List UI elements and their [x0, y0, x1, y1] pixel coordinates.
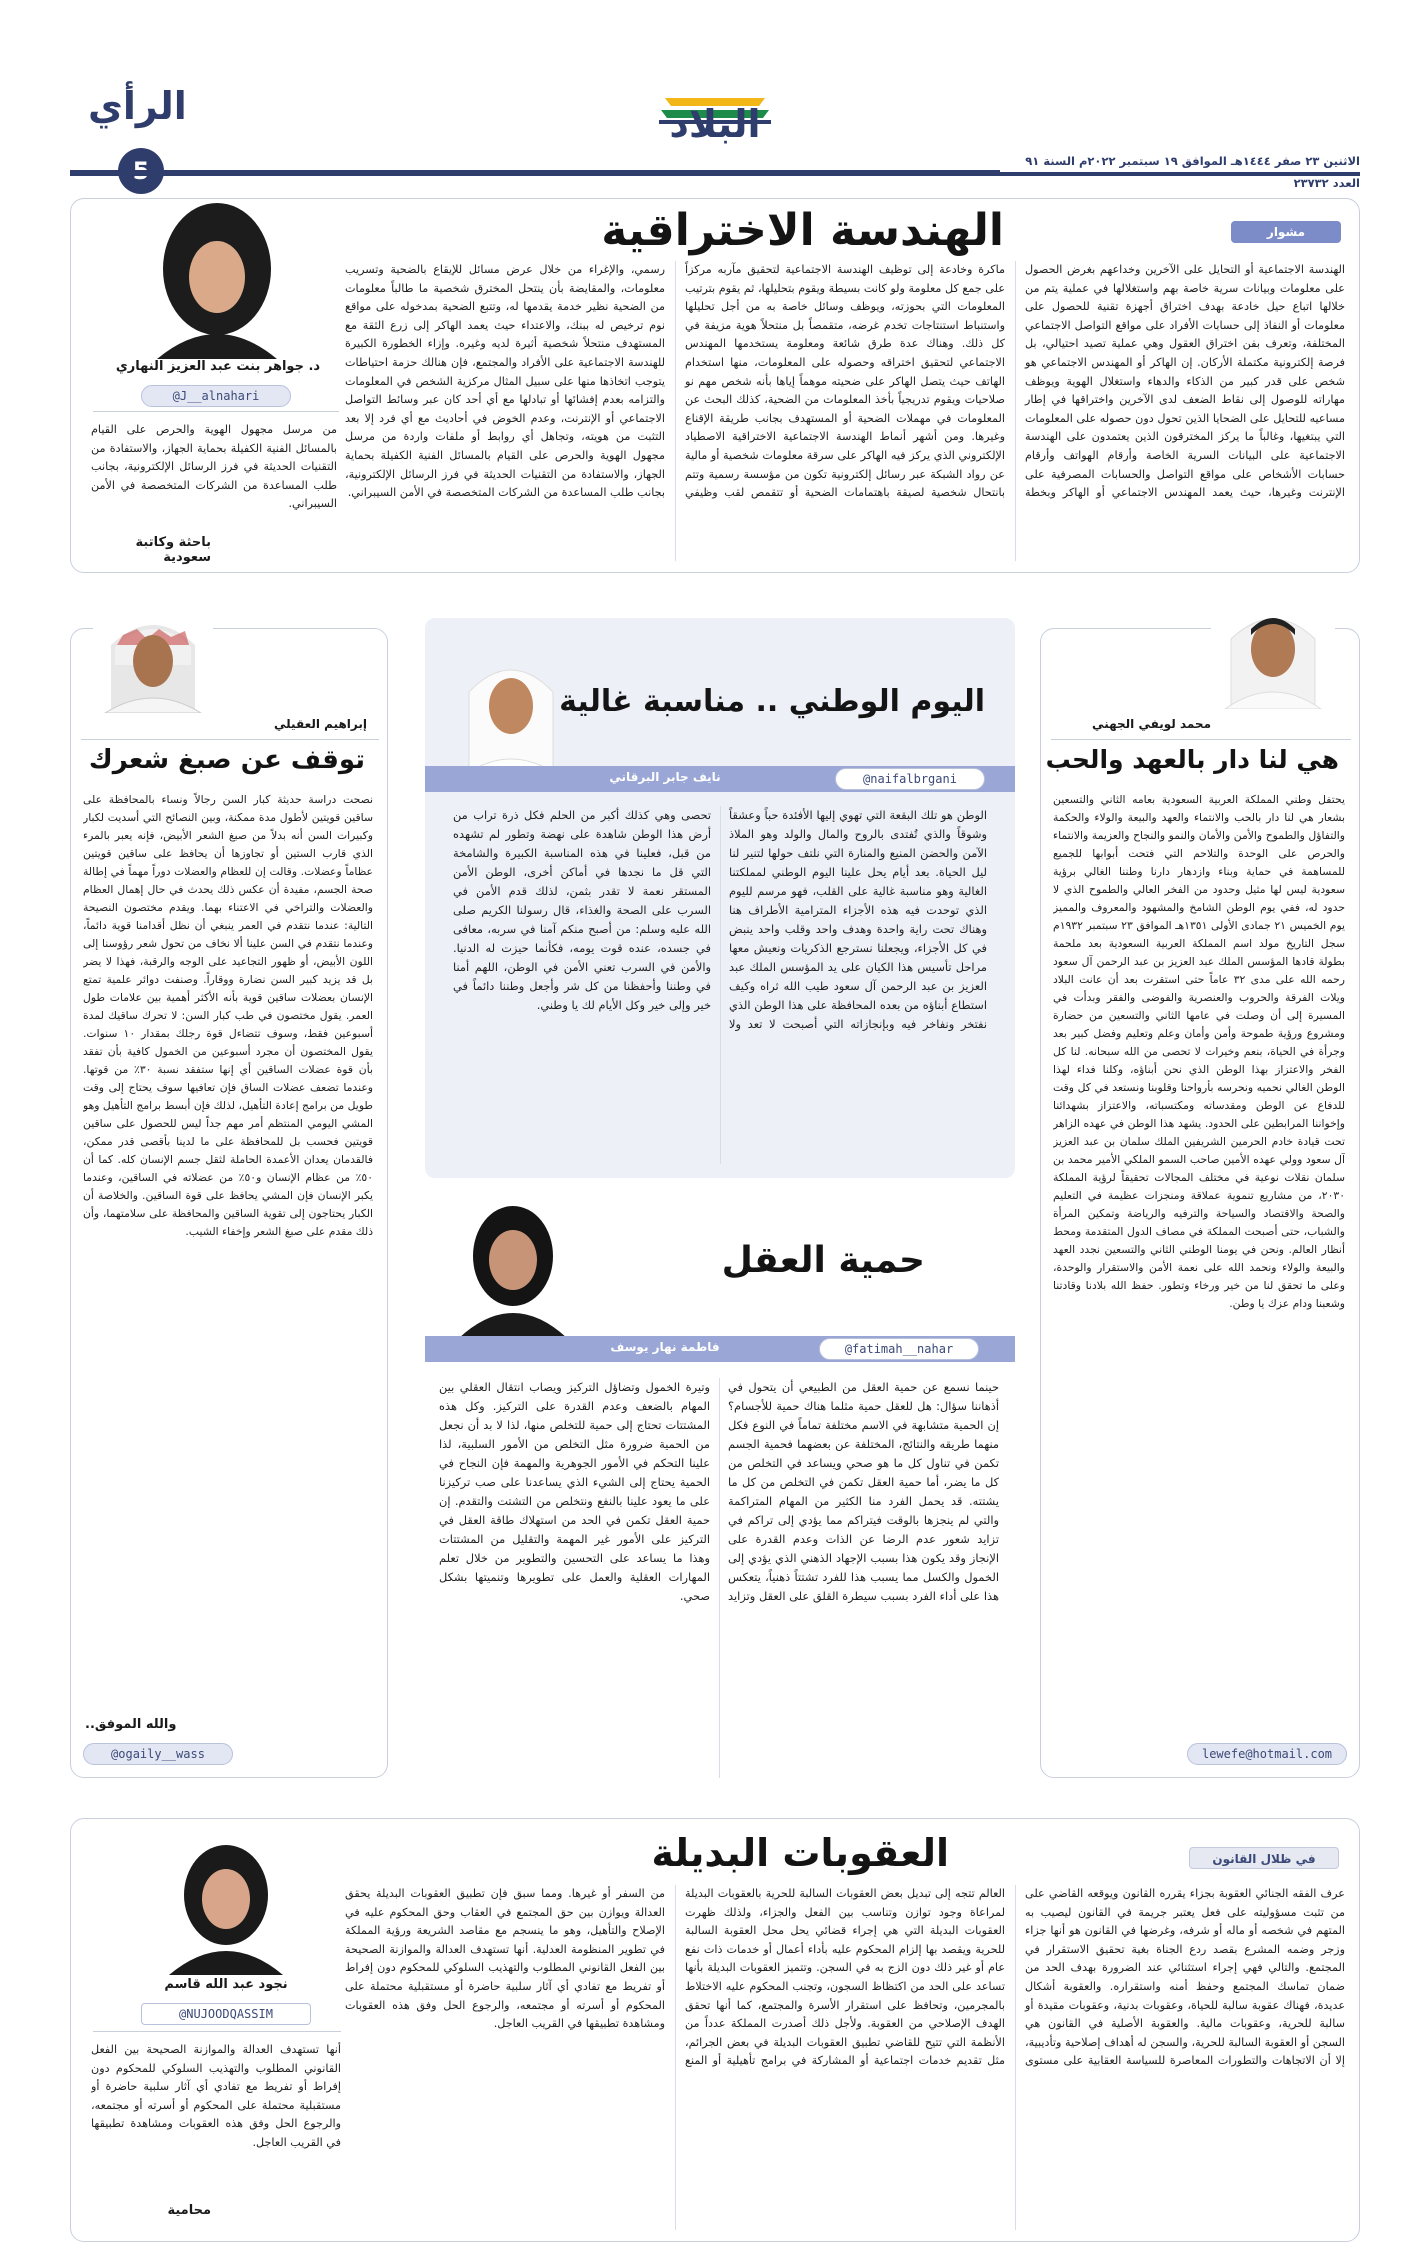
top-article: [70, 198, 1360, 573]
closing-line: والله الموفق..: [85, 1717, 177, 1732]
author-handle: @ogaily__wass: [83, 1743, 233, 1765]
article-title: العقوبات البديلة: [651, 1831, 949, 1875]
logo-text: البلاد: [669, 102, 761, 146]
author-role: باحثة وكاتبة سعودية: [135, 535, 211, 565]
author-email: lewefe@hotmail.com: [1187, 1743, 1347, 1765]
author-divider: [93, 411, 339, 412]
article-body: الهندسة الاجتماعية أو التحايل على الآخرين وخداعهم بغرض الحصول على معلومات وبيانات سرية خاصة بهم واستغلالها في عملية يتم من خلالها اتباع حيل خادعة بهدف اختراق أجهزة تقنية للحصول على معلومات أو النفاذ إلى حسابات الأفراد على مواقع التواصل الاجتماعي المختلفة، وتعرف بفن اختراق العقول وهي عملية تصيد احتيالي، بل فرصة إلكترونية مكتملة الأركان. إن الهاكر أو المهندس الاجتماعي هو شخص على قدر كبير من الذكاء والدهاء واستغلال الهوية ويوظف مهاراته للوصول إلى نقاط الضعف لدى الآخرين واختراقها في إطار مساعيه للتحايل على الضحايا الذين تحول دون حصوله على المعلومات التي يبتغيها، وغالباً ما يركز المخترقون الذين يعتمدون على الهندسة الاجتماعية على البيانات السرية الخاصة وأرقام الهواتف وأرقام حسابات الأشخاص على مواقع التواصل والحسابات المصرفية على الإنترنت وغيرها، حيث يعمد المهندس الاجتماعي أو الهاكر وبخطة ماكرة وخادعة إلى توظيف الهندسة الاجتماعية لتحقيق مآربه مركزاً على جمع كل معلومة ولو كانت بسيطة ويقوم بتحليلها، ثم يقوم بترتيب المعلومات التي بحوزته، ويوظف وسائل خاصة به من أجل تحليلها واستنباط استنتاجات تخدم غرضه، متقمصاً بل منتحلاً هوية مزيفة في كل ذلك. وهناك عدة طرق شائعة ومعلومة يستخدمها المهندس الاجتماعي لتحقيق اختراقه وحصوله على المعلومات، منها استخدام الهاتف حيث يتصل الهاكر على ضحيته موهماً إياها بأنه شخص مهم نو صلاحيات ويقوم تدريجياً بأخذ المعلومات من الضحية، كذلك البحث عن المعلومات في مهملات الضحية أو المستهدف بجانب طريقة الإقناع وغيرها. ومن أشهر أنماط الهندسة الاجتماعية الاختراقية الاصطياد الإلكتروني الذي يركز فيه الهاكر على سرقة معلومات شخصية أو مالية عن رواد الشبكة عبر رسائل إلكترونية تكون من مؤسسة رسمية وتتم بانتحال شخصية لصيقة باهتمامات الضحية أو تتقمص لقب وظيفي رسمي، والإغراء من خلال عرض مسائل للإيقاع بالضحية وتسريب معلومات، والمقايضة بأن ينتحل المخترق شخصية ما طالباً معلومات من الضحية نظير خدمة يقدمها له، وتتبع الضحية بمدخوله على مواقع نوم ترخيص له ببنك، والاعتداء حيث يعمد الهاكر إلى زرع الثقة مع المستهدف منتحلاً شخصية أثيرة لديه وغيره. وإزاء الخطورة الكبيرة للهندسة الاجتماعية على الأفراد والمجتمع، فإن هنالك حزمة احتياطات يتوجب اتخاذها منها على سبيل المثال مركزية الشخص في المعلومات والتزامه بعدم إفشائها أو تبادلها مع أي أحد كان عبر وسائط التواصل الاجتماعي أو الإنترنت، وعدم الخوض في أحاديث مع أي فرد إلا بعد التثبت من هويته، وتجاهل أي روابط أو ملفات واردة من مرسل مجهول الهوية والحرص على القيام بالمسائل الفنية الكفيلة بحماية الجهاز، والاستفادة من التقنيات الحديثة في فرز الرسائل الإلكترونية، بجانب طلب المساعدة من الشركات المتخصصة في الأمن السيبراني.: [345, 263, 1345, 500]
column-tag: في ظلال القانون: [1189, 1847, 1339, 1869]
article-body: عرف الفقه الجنائي العقوبة بجزاء يقرره القانون ويوقعه القاضي على من تثبت مسؤوليته على فعل يعتبر جريمة في القانون ليصيب به المتهم في شخصه أو ماله أو شرفه، وغرضها في القانون هو أنها جزاء وزجر وضمه المشرع بقصد ردع الجناة بغية تحقيق الاستقرار في المجتمع. والتالي فهي إجراء استثنائي عند الضرورة بهدف الحد من ضمان تماسك المجتمع وحفظ أمنه واستقراره. والعقوبة أشكال عديدة، فهناك عقوبة سالبة للحياة، وعقوبات بدنية، وعقوبات مقيدة أو سالبة للحرية، وعقوبات مالية. والعقوبة الأصلية في القانون هي السجن أو العقوبة السالبة للحرية، والسجن له أهداف إصلاحية وتأديبية، إلا أن الاتجاهات والتطورات المعاصرة للسياسة العقابية على مستوى العالم تتجه إلى تبديل بعض العقوبات السالبة للحرية بالعقوبات البديلة لمراعاة وجود توازن وتناسب بين الفعل والجزاء، ولذلك ظهرت العقوبات البديلة التي هي إجراء قضائي يحل محل العقوبة السالبة للحرية ويقصد بها إلزام المحكوم عليه بأداء أعمال أو خدمات ذات نفع عام أو غير ذلك دون الزج به في السجن. وتتميز العقوبات البديلة بأنها تساعد على الحد من اكتظاظ السجون، وتجنب المحكوم عليه الاختلاط بالمجرمين، وتحافظ على استقرار الأسرة والمجتمع، كما أنها تحقق الهدف الإصلاحي من العقوبة. ولأجل ذلك أصدرت المملكة عدداً من الأنظمة التي تتيح للقاضي تطبيق العقوبات البديلة في بعض الجرائم، مثل تقديم خدمات اجتماعية أو المشاركة في برامج تأهيلية أو المنع من السفر أو غيرها. ومما سبق فإن تطبيق العقوبات البديلة يحقق العدالة ويوازن بين حق المجتمع في العقاب وحق المحكوم عليه في الإصلاح والتأهيل، وهو ما ينسجم مع مقاصد الشريعة ورؤية المملكة في تطوير المنظومة العدلية. أنها تستهدف العدالة والموازنة الصحيحة بين الفعل القانوني المطلوب والتهذيب السلوكي للمحكوم دون إفراط أو تفريط مع تفادي أي آثار سلبية حاضرة أو مستقبلية محتملة على المحكوم أو أسرته أو مجتمعه، والرجوع الحل وفق هذه العقوبات ومشاهدة تطبيقها في القريب العاجل.: [345, 1887, 1345, 2068]
center-mid-article: [425, 1188, 1015, 1788]
section-title: الرأي: [88, 84, 187, 128]
man-portrait-icon: [93, 605, 213, 713]
article-title: هي لنا دار بالعهد والحب: [1045, 745, 1339, 774]
column-tag: مشوار: [1231, 221, 1341, 243]
center-top-article: [425, 618, 1015, 1178]
author-handle: @fatimah__nahar: [819, 1338, 979, 1360]
author-name: فاطمة نهار يوسف: [610, 1340, 720, 1354]
dateline: الاثنين ٢٣ صفر ١٤٤٤هـ الموافق ١٩ سبتمبر ٢٠٢٢م السنة ٩١ العدد ٢٣٧٣٢: [1000, 150, 1360, 172]
author-photo: [161, 1835, 291, 1975]
woman-portrait-icon: [451, 1188, 575, 1338]
article-title: الهندسة الاختراقية: [601, 205, 1004, 256]
article-title: حمية العقل: [721, 1240, 925, 1281]
author-photo: [137, 199, 297, 359]
article-body-continued: من مرسل مجهول الهوية والحرص على القيام بالمسائل الفنية الكفيلة بحماية الجهاز، والاستفادة من التقنيات الحديثة في فرز الرسائل الإلكترونية، بجانب طلب المساعدة من الشركات المتخصصة في الأمن السيبراني.: [91, 423, 337, 511]
newspaper-logo: [655, 88, 775, 150]
author-handle: @naifalbrgani: [835, 768, 985, 790]
article-body-continued: أنها تستهدف العدالة والموازنة الصحيحة بين الفعل القانوني المطلوب والتهذيب السلوكي للمحكوم دون إفراط أو تفريط مع تفادي أي آثار سلبية حاضرة أو مستقبلية محتملة على المحكوم أو أسرته أو مجتمعه، والرجوع الحل وفق هذه العقوبات ومشاهدة تطبيقها في القريب العاجل.: [91, 2043, 341, 2149]
author-handle: @NUJOODQASSIM: [141, 2003, 311, 2025]
author-name: محمد لويفي الجهني: [1092, 717, 1211, 731]
article-body: نصحت دراسة حديثة كبار السن رجالاً ونساء بالمحافظة على ساقين قويتين لأطول مدة ممكنة، وبين النصائح التي أسديت لكبار وكبيرات السن أنه بدلاً من صبغ الشعر الأبيض، فإنه يعبر بالمرء الذي قارب الستين أو تجاوزها أن يحافظ على ساقين قويتين عظاماً وعضلات. وقالت إن للعظام والعضلات دوراً مهماً في إطالة صحة الجسم، مفيدة أن عكس ذلك يحدث في حال إهمال العظام والعضلات والتراخي في الاعتناء بهما. ويقدم مختصون النصيحة التالية: عندما نتقدم في العمر ينبغي أن نظل أقدامنا قوية دائماً، وعندما نتقدم في السن علينا ألا نخاف من تحول شعر رؤوسنا إلى اللون الأبيض، أو ظهور التجاعيد على الوجه والرقبة، فهذا لا يضر بل قد يزيد كبير السن نضارة ووقاراً. وصنفت دوائر علمية تمتع الإنسان بعضلات ساقين قوية بأنه الأكثر أهمية بين علامات طول العمر. يقول مختصون في طب كبار السن: لا تحرك ساقيك لمدة أسبوعين فقط، وسوف تتضاءل قوة رجلك بمقدار ١٠ سنوات. يقول المختصون أن مجرد أسبوعين من الخمول كافية بأن تفقد بأن قوة عضلات الساقين أي إنها ستفقد نسبة ٣٠٪ من قوتها. وعندما تضعف عضلات الساق فإن تعافيها سوف يحتاج إلى وقت طويل من برامج إعادة التأهيل، لذلك فإن أبسط برامج التأهيل وهو المشي اليومي المنتظم أمر مهم جداً ليس للحصول على ساقين قويتين فحسب بل للمحافظة على ما لدينا بأقصى قدر ممكن، فالقدمان يعدان الأعمدة الحاملة لثقل جسم الإنسان كله. كما أن ٥٠٪ من عظام الإنسان و٥٠٪ من عضلاته في الساقين، وعندما يكبر الإنسان فإن المشي يحافظ على قوة الساقين. والخلاصة أن الكبار يحتاجون إلى تقوية الساقين والمحافظة على سلامتهما، وأن ذلك مقدم على صبغ الشعر وإخفاء الشيب.: [83, 793, 373, 1238]
author-photo: [451, 646, 571, 776]
author-name: نجود عبد الله قاسم: [164, 1977, 288, 1992]
woman-portrait-icon: [137, 199, 297, 359]
masthead: [0, 0, 1420, 190]
author-name: د. جواهر بنت عبد العزيز النهاري: [115, 359, 321, 374]
author-photo: [1211, 599, 1335, 709]
man-portrait-icon: [1211, 599, 1335, 709]
bottom-article: [70, 1818, 1360, 2242]
author-photo: [451, 1188, 575, 1338]
article-title: توقف عن صبغ شعرك: [88, 745, 365, 775]
man-portrait-icon: [451, 646, 571, 776]
author-name: إبراهيم العقيلي: [274, 717, 367, 731]
article-title: اليوم الوطني .. مناسبة غالية: [559, 684, 985, 719]
title-rule: [81, 739, 379, 740]
author-photo: [93, 605, 213, 713]
article-body: حينما نسمع عن حمية العقل من الطبيعي أن يتحول في أذهاننا سؤال: هل للعقل حمية مثلما هناك حمية للأجسام؟ إن الحمية متشابهة في الاسم مختلفة تماماً في النوع فكل منهما طريقه والنتائج، المختلفة عن بعضهما فحمية الجسم تكمن في تناول كل ما هو صحي ويساعد في التخلص من كل ما يضر، أما حمية العقل تكمن في التخلص من كل ما يشتته. قد يحمل الفرد منا الكثير من المهام المتراكمة والتي لم ينجزها بالوقت فيتراكم مما يؤدي إلى تراكم في تزايد شعور عدم الرضا عن الذات وعدم القدرة على الإنجاز وقد يكون هذا بسبب الإجهاد الذهني الذي يؤدي إلى الخمول والكسل مما يسبب هذا للفرد تشتتاً ذهنياً، يتعكس هذا على أداء الفرد بسبب سيطرة القلق على العقل وتزايد وتيرة الخمول وتضاؤل التركيز ويصاب انتقال العقلي بين المهام بالضعف وعدم القدرة على التركيز. وكل هذه المشتتات تحتاج إلى حمية للتخلص منها، لذا لا بد أن نجعل من الحمية ضرورة مثل التخلص من الأمور السلبية، لذا علينا التحكم في الأمور الجوهرية والمهمة فإن النجاح في الحمية يحتاج إلى الشيء الذي يساعدنا على صب تركيزنا على ما يعود علينا بالنفع ونتخلص من التشتت والتقدم. إن حمية العقل تكمن في الحد من استهلاك طاقة العقل في التركيز على الأمور غير المهمة والتقليل من المشتتات وهذا ما يساعد على التحسين والتطوير من خلال تعلم المهارات العقلية والعمل على تطويرها وتنميتها بشكل صحي.: [439, 1380, 999, 1603]
author-name: نايف جابر البرقاني: [609, 770, 721, 784]
left-mid-article: [70, 628, 388, 1778]
author-divider: [93, 2031, 341, 2032]
woman-portrait-icon: [161, 1835, 291, 1975]
article-body: يحتفل وطني المملكة العربية السعودية بعامه الثاني والتسعين بشعار هي لنا دار بالحب والانتماء والعهد والبيعة والولاء والحكمة والتفاؤل والطموح والأمن والأمان والنمو والنجاح والعزيمة والانتماء والحرص على الوحدة والتلاحم التي فتحت أبوابها للجميع للمساهمة في حماية وبناء وازدهار دارنا وطننا الغالي برؤية سعودية ليس لها مثيل وحدود من الفخر العالي والطموح الذي لا حدود له، ففي يوم الوطن الشامخ والمشهود والمعروف والمميز يوم الخميس ٢١ جمادى الأولى ١٣٥١هـ الموافق ٢٣ سبتمبر ١٩٣٢م سجل التاريخ مولد اسم المملكة العربية السعودية بعد ملحمة بطولة قادها المؤسس الملك عبد العزيز بن عبد الرحمن آل سعود رحمه الله على مدى ٣٢ عاماً حتى استقرت بعد أن عانت البلاد ويلات الفرقة والحروب والعنصرية والفوضى والفقر وبدأت في المسيرة إلى أن وصلت في عامها الثاني والتسعين من حضارة ومشروع ورؤية طموحة وأمن وأمان وعلم وتعليم وفضل كبير بعد وجرأة في الحياة، بنعم وخيرات لا تحصى من الله سبحانه. لنا كل الفخر والاعتزاز بهذا الوطن الذي نحن أبناؤه، وكلنا فداء لهذا الوطن الغالي نحميه ونحرسه بأرواحنا وقلوبنا ونستعد في كل وقت للدفاع عن الوطن ومقدساته ومكتسباته، والاعتزاز بشهدائنا وإخواننا المرابطين على الحدود. يشهد هذا الوطن في عهده الزاهر تحت قيادة خادم الحرمين الشريفين الملك سلمان بن عبد العزيز آل سعود وولي عهده الأمين صاحب السمو الملكي الأمير محمد بن سلمان نقلات نوعية في مختلف المجالات تحقيقاً لرؤية المملكة ٢٠٣٠، من مشاريع تنموية عملاقة ومنجزات عظيمة في التعليم والصحة والاقتصاد والسياحة والترفيه والرياضة وتمكين المرأة والشباب، حتى أصبحت المملكة في مصاف الدول المتقدمة ومحط أنظار العالم. ونحن في يومنا الوطني الثاني والتسعين نجدد العهد والبيعة والولاء ونحمد الله على نعمة الأمن والاستقرار والوحدة، وعلى ما تحقق لنا من خير ورخاء وتطور. حفظ الله بلادنا وقادتنا وشعبنا ودام عزك يا وطن.: [1053, 793, 1345, 1310]
author-handle: @J__alnahari: [141, 385, 291, 407]
right-article: [1040, 628, 1360, 1778]
article-body: الوطن هو تلك البقعة التي تهوي إليها الأفئدة حباً وعشقاً وشوقاً والذي تُفتدى بالروح والمال والولد وهو الملاذ الآمن والحضن المنيع والمنارة التي نلتف حولها لتنير لنا ليل الحياة. بعد أيام يحل علينا اليوم الوطني لمملكتنا الغالية وهو مناسبة غالية على القلب، فهو مرسم لليوم الذي توحدت فيه هذه الأجزاء المترامية الأطراف هنا وهناك تحت راية واحدة وهدف واحد وقلب واحد ينبض في كل الأجزاء، ويجعلنا نسترجع الذكريات ونعيش معها مراحل تأسيس هذا الكيان على يد المؤسس الملك عبد العزيز بن عبد الرحمن آل سعود طيب الله ثراه وكيف استطاع أبناؤه من بعده المحافظة على هذا الوطن الذي نفتخر ونفاخر فيه وبإنجازاته التي أصبحت لا تعد ولا تحصى وهي كذلك أكبر من الحلم فكل ذرة تراب من أرض هذا الوطن شاهدة على نهضة وتطور لم تشهده من قبل، فعلينا في هذه المناسبة الكبيرة والشامخة التي قل ما نجدها في أماكن أخرى، الوطن الأمن المستقر نعمة لا تقدر بثمن، لذلك قدم الأمن في السرب على الصحة والغذاء، قال رسولنا الكريم صلى الله عليه وسلم: من أصبح منكم آمنا في سربه، معافى في جسده، عنده قوت يومه، فكأنما حيزت له الدنيا. والأمن في السرب تعني الأمن في الوطن، اللهم أمنا في وطننا وأحفظنا من كل شر وأجعل وطننا دائماً في خير وإلى خير وكل الأيام لك يا وطني.: [453, 808, 987, 1031]
author-role: محامية: [167, 2203, 211, 2218]
title-rule: [1051, 739, 1351, 740]
